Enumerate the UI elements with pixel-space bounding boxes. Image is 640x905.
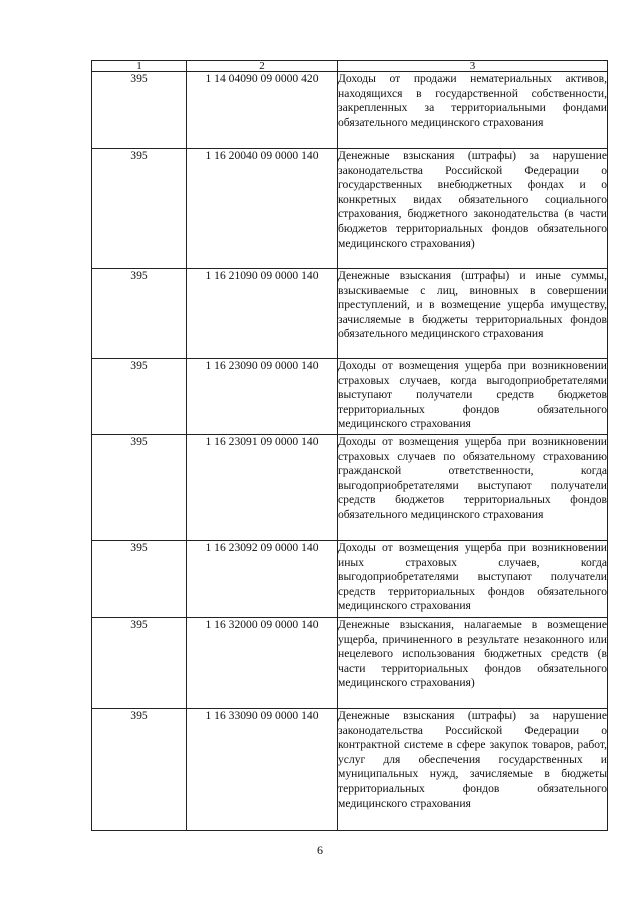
column-number-3: 3: [338, 61, 608, 72]
revenue-codes-table: [91, 60, 608, 831]
column-number-2: 2: [187, 61, 338, 72]
revenue-name-cell: Доходы от продажи нематериальных активов, находящихся в государственной собственности, закрепленных за территориальными фондами обязательного медицинского страхования: [338, 72, 608, 149]
table-row: [92, 541, 608, 618]
revenue-name-cell: Денежные взыскания (штрафы) и иные суммы, взыскиваемые с лиц, виновных в совершении преступлений, и в возмещение ущерба имуществу, зачисляемые в бюджеты территориальных фондов обязательного медицинского страхования: [338, 269, 608, 359]
table-row: [92, 149, 608, 269]
admin-code-cell: 395: [92, 709, 187, 831]
revenue-name-cell: Доходы от возмещения ущерба при возникновении страховых случаев по обязательному страхованию гражданской ответственности, когда выгодоприобретателями выступают получатели средств бюджетов территориальных фондов обязательного медицинского страхования: [338, 435, 608, 541]
admin-code-cell: 395: [92, 149, 187, 269]
table-row: [92, 359, 608, 435]
admin-code-cell: 395: [92, 435, 187, 541]
budget-classification-code-cell: 1 14 04090 09 0000 420: [187, 72, 338, 149]
budget-classification-code-cell: 1 16 23090 09 0000 140: [187, 359, 338, 435]
admin-code-cell: 395: [92, 269, 187, 359]
revenue-name-cell: Денежные взыскания, налагаемые в возмещение ущерба, причиненного в результате незаконного или нецелевого использования бюджетных средств (в части территориальных фондов обязательного медицинского страхования): [338, 618, 608, 709]
budget-classification-code-cell: 1 16 33090 09 0000 140: [187, 709, 338, 831]
budget-classification-code-cell: 1 16 32000 09 0000 140: [187, 618, 338, 709]
revenue-name-cell: Доходы от возмещения ущерба при возникновении страховых случаев, когда выгодоприобретателями выступают получатели средств бюджетов территориальных фондов обязательного медицинского страхования: [338, 359, 608, 435]
column-number-1: 1: [92, 61, 187, 72]
revenue-name-cell: Доходы от возмещения ущерба при возникновении иных страховых случаев, когда выгодоприобретателями выступают получатели средств территориальных фондов обязательного медицинского страхования: [338, 541, 608, 618]
admin-code-cell: 395: [92, 541, 187, 618]
budget-classification-code-cell: 1 16 21090 09 0000 140: [187, 269, 338, 359]
budget-classification-code-cell: 1 16 23092 09 0000 140: [187, 541, 338, 618]
table-body: [92, 61, 608, 831]
column-number-header-row: [92, 61, 608, 72]
page-number: 6: [317, 843, 323, 857]
table-row: [92, 618, 608, 709]
budget-classification-code-cell: 1 16 20040 09 0000 140: [187, 149, 338, 269]
admin-code-cell: 395: [92, 72, 187, 149]
budget-classification-code-cell: 1 16 23091 09 0000 140: [187, 435, 338, 541]
table-row: [92, 72, 608, 149]
table-row: [92, 269, 608, 359]
admin-code-cell: 395: [92, 359, 187, 435]
table-row: [92, 709, 608, 831]
admin-code-cell: 395: [92, 618, 187, 709]
table-row: [92, 435, 608, 541]
revenue-name-cell: Денежные взыскания (штрафы) за нарушение законодательства Российской Федерации о государственных внебюджетных фондах и о конкретных видах обязательного социального страхования, бюджетного законодательства (в части бюджетов территориальных фондов обязательного медицинского страхования): [338, 149, 608, 269]
revenue-name-cell: Денежные взыскания (штрафы) за нарушение законодательства Российской Федерации о контрактной системе в сфере закупок товаров, работ, услуг для обеспечения государственных и муниципальных нужд, зачисляемые в бюджеты территориальных фондов обязательного медицинского страхования: [338, 709, 608, 831]
